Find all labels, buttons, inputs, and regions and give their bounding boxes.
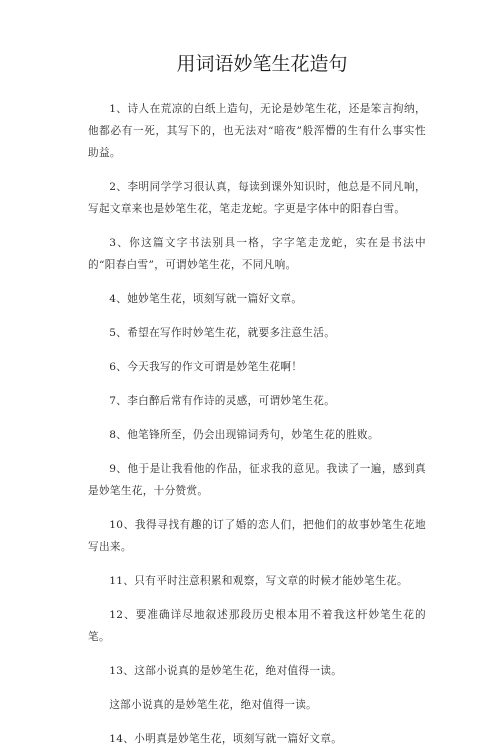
sentence-12: 12、要准确详尽地叙述那段历史根本用不着我这杆妙笔生花的笔。	[88, 609, 426, 643]
sentence-4: 4、她妙笔生花，顷刻写就一篇好文章。	[109, 293, 303, 305]
sentence-14: 14、小明真是妙笔生花，顷刻写就一篇好文章。	[109, 733, 343, 745]
sentence-11: 11、只有平时注意积累和观察，写文章的时候才能妙笔生花。	[109, 575, 408, 587]
sentence-1: 1、诗人在荒凉的白纸上造句，无论是妙笔生花，还是笨言拘纳，他都必有一死，其写下的，也无法对“暗夜”般浑懵的生有什么事实性助益。	[88, 103, 426, 159]
sentence-13-repeat: 这部小说真的是妙笔生花，绝对值得一读。	[109, 699, 318, 711]
sentence-9: 9、他于是让我看他的作品，征求我的意见。我读了一遍，感到真是妙笔生花，十分赞赏。	[88, 463, 426, 497]
sentence-3: 3、你这篇文字书法别具一格，字字笔走龙蛇，实在是书法中的“阳春白雪”，可谓妙笔生花，不同凡响。	[88, 237, 426, 271]
page-title: 用词语妙笔生花造句	[176, 53, 348, 75]
sentence-7: 7、李白醉后常有作诗的灵感，可谓妙笔生花。	[109, 395, 336, 407]
sentence-8: 8、他笔锋所至，仍会出现锦词秀句，妙笔生花的胜败。	[109, 429, 379, 441]
sentence-10: 10、我得寻找有趣的订了婚的恋人们，把他们的故事妙笔生花地写出来。	[88, 519, 426, 553]
sentence-13: 13、这部小说真的是妙笔生花，绝对值得一读。	[109, 665, 343, 677]
sentence-2: 2、李明同学学习很认真，每读到课外知识时，他总是不同凡响，写起文章来也是妙笔生花，笔走龙蛇。字更是字体中的阳春白雪。	[88, 181, 426, 215]
sentence-5: 5、希望在写作时妙笔生花，就要多注意生活。	[109, 327, 336, 339]
sentence-6: 6、今天我写的作文可谓是妙笔生花啊！	[109, 361, 303, 373]
